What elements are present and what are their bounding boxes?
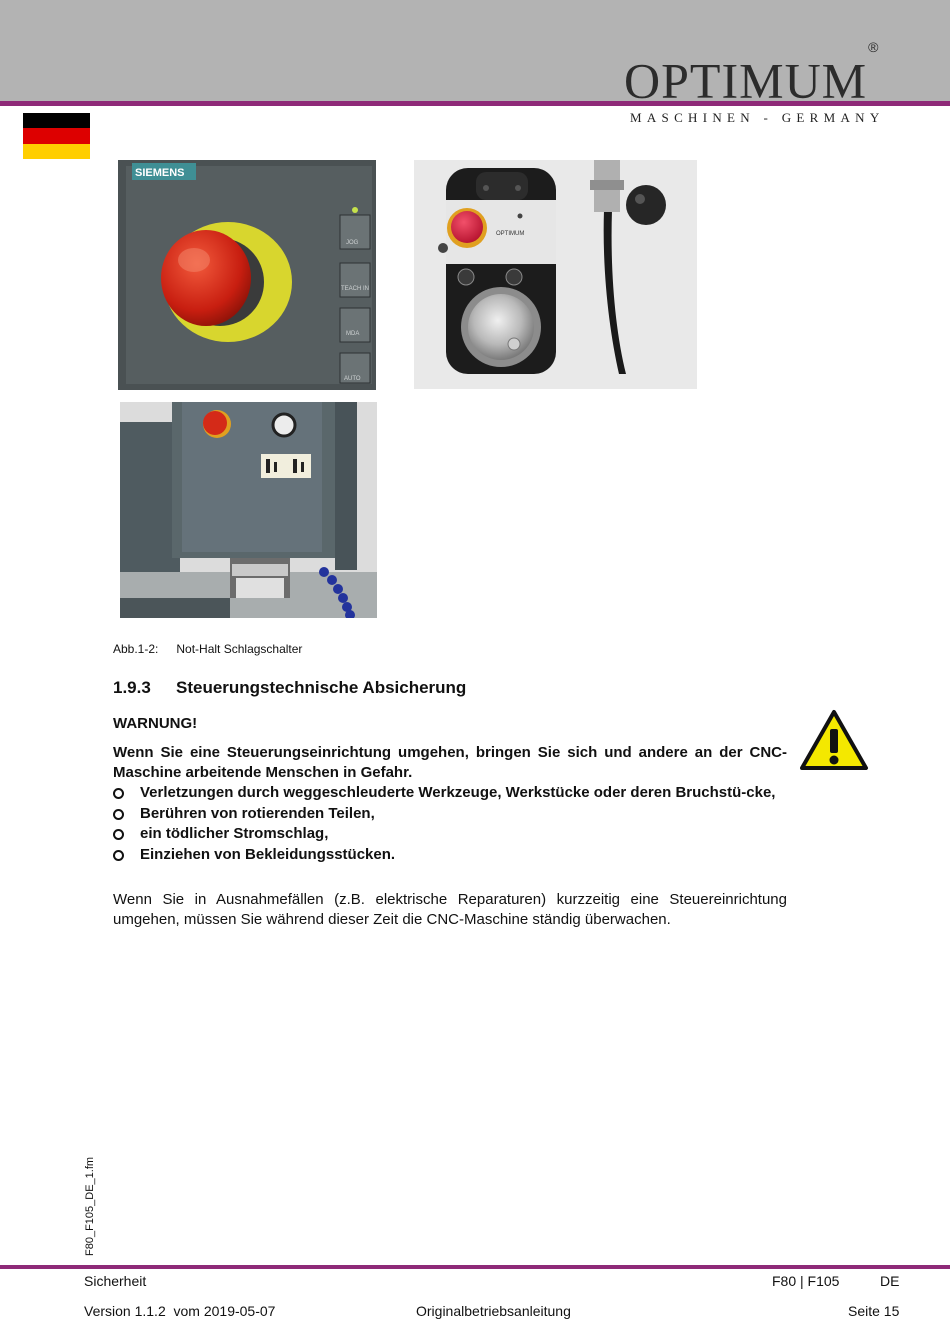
figure-caption [113,642,320,656]
photo-siemens-emergency-stop [118,160,376,390]
panel-button-teach-in: TEACH IN [341,286,370,292]
brand-logo [624,39,880,109]
warning-intro: Wenn Sie eine Steuerungseinrichtung umgehen, bringen Sie sich und andere an der CNC-Maschine arbeitende Menschen in Gefahr. [113,744,787,781]
pendant-label: OPTIMUM [496,231,525,237]
figure-number: Abb.1-2: [113,642,159,656]
warning-triangle-icon [799,709,869,776]
registered-mark: ® [868,39,880,55]
footer-models: F80 | F105 [772,1273,840,1289]
list-item: Berühren von rotierenden Teilen, [113,804,787,824]
bullet-circle-icon [113,809,124,820]
list-item: Einziehen von Bekleidungsstücken. [113,845,787,865]
footer-version: Version 1.1.2 vom 2019-05-07 [84,1303,276,1319]
panel-button-mda: MDA [346,331,360,337]
footer-section: Sicherheit [84,1273,147,1289]
photo-machine-head [120,402,377,618]
photo-handwheel-pendant [414,160,697,389]
panel-button-jog: JOG [346,240,359,246]
brand-name: OPTIMUM [624,52,868,109]
source-filename: F80_F105_DE_1.fm [84,1156,96,1256]
footer-page: Seite 15 [848,1303,900,1319]
list-item: ein tödlicher Stromschlag, [113,824,787,844]
footer-doc-type: Originalbetriebsanleitung [416,1303,571,1319]
footer-language: DE [880,1273,900,1289]
bullet-circle-icon [113,829,124,840]
figure-caption-text: Not-Halt Schlagschalter [176,642,303,656]
section-heading [113,678,466,698]
bullet-circle-icon [113,850,124,861]
warning-note: Wenn Sie in Ausnahmefällen (z.B. elektrische Reparaturen) kurzzeitig eine Steuereinrichtung umgehen, müssen Sie während dieser Zeit die CNC-Maschine ständig überwachen. [113,891,787,928]
panel-button-auto: AUTO [344,376,361,382]
warning-heading: WARNUNG! [113,715,198,732]
section-title: Steuerungstechnische Absicherung [176,678,467,697]
footer-divider [0,1265,950,1269]
bullet-circle-icon [113,788,124,799]
brand-tagline: MASCHINEN - GERMANY [630,110,885,125]
section-number: 1.9.3 [113,678,151,697]
list-item: Verletzungen durch weggeschleuderte Werkzeuge, Werkstücke oder deren Bruchstü-cke, [113,783,787,803]
warning-list [113,783,787,865]
siemens-label: SIEMENS [135,167,185,179]
german-flag-icon [23,113,90,159]
